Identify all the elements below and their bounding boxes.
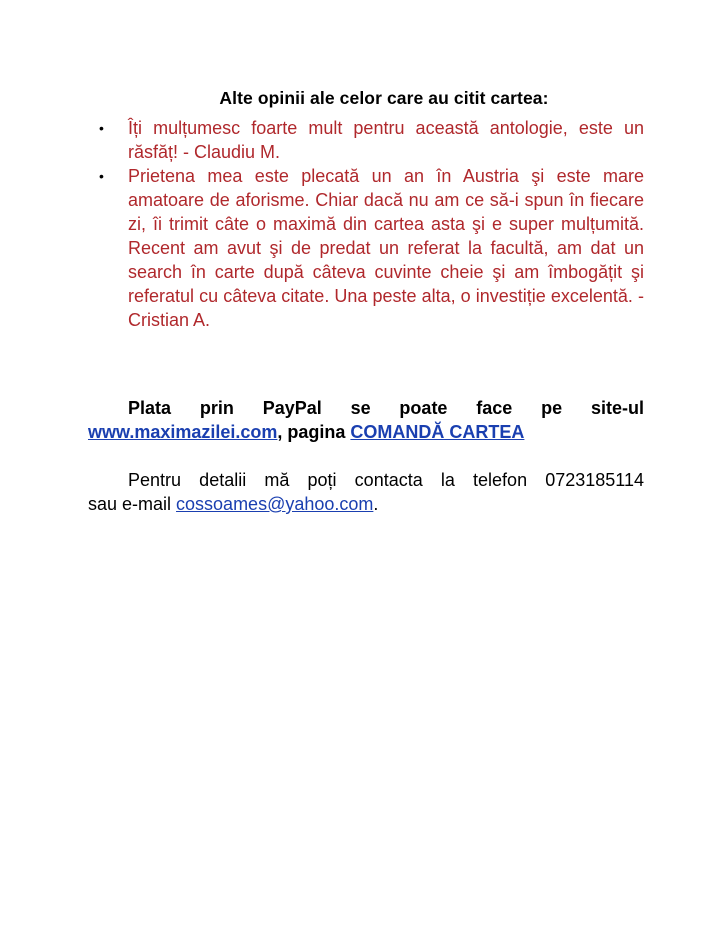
testimonial-list bbox=[88, 116, 644, 332]
testimonial-text: Prietena mea este plecată un an în Austria şi este mare amatoare de aforisme. Chiar dacă nu am ce să-i spun în fiecare zi, îi trimit câte o maximă din cartea asta şi e super mulțumită. Recent am avut şi de predat un referat la facultă, am dat un search în carte după câteva cuvinte cheie şi am îmbogățit şi referatul cu câteva citate. Una peste alta, o investiție excelentă. - Cristian A. bbox=[128, 166, 644, 330]
contact-prefix: sau e-mail bbox=[88, 494, 177, 514]
paypal-middle-text: , pagina bbox=[277, 422, 351, 442]
paypal-text: Plata prin PayPal se poate face pe site-ul bbox=[128, 398, 644, 418]
site-link[interactable]: www.maximazilei.com bbox=[88, 422, 278, 442]
paypal-paragraph bbox=[88, 396, 644, 420]
contact-paragraph bbox=[88, 468, 644, 492]
section-heading: Alte opinii ale celor care au citit cartea: bbox=[219, 88, 549, 108]
contact-suffix: . bbox=[373, 494, 379, 514]
testimonial-item bbox=[88, 116, 644, 164]
bullet-icon: • bbox=[99, 120, 104, 136]
contact-email-line bbox=[88, 492, 688, 516]
paypal-links-line bbox=[88, 420, 688, 444]
order-link[interactable]: COMANDĂ CARTEA bbox=[350, 422, 525, 442]
testimonial-text: Îți mulțumesc foarte mult pentru această antologie, este un răsfăț! - Claudiu M. bbox=[128, 118, 644, 162]
contact-text: Pentru detalii mă poți contacta la telefon 0723185114 bbox=[128, 470, 644, 490]
bullet-icon: • bbox=[99, 168, 104, 184]
testimonial-item bbox=[88, 164, 644, 332]
email-link[interactable]: cossoames@yahoo.com bbox=[176, 494, 374, 514]
